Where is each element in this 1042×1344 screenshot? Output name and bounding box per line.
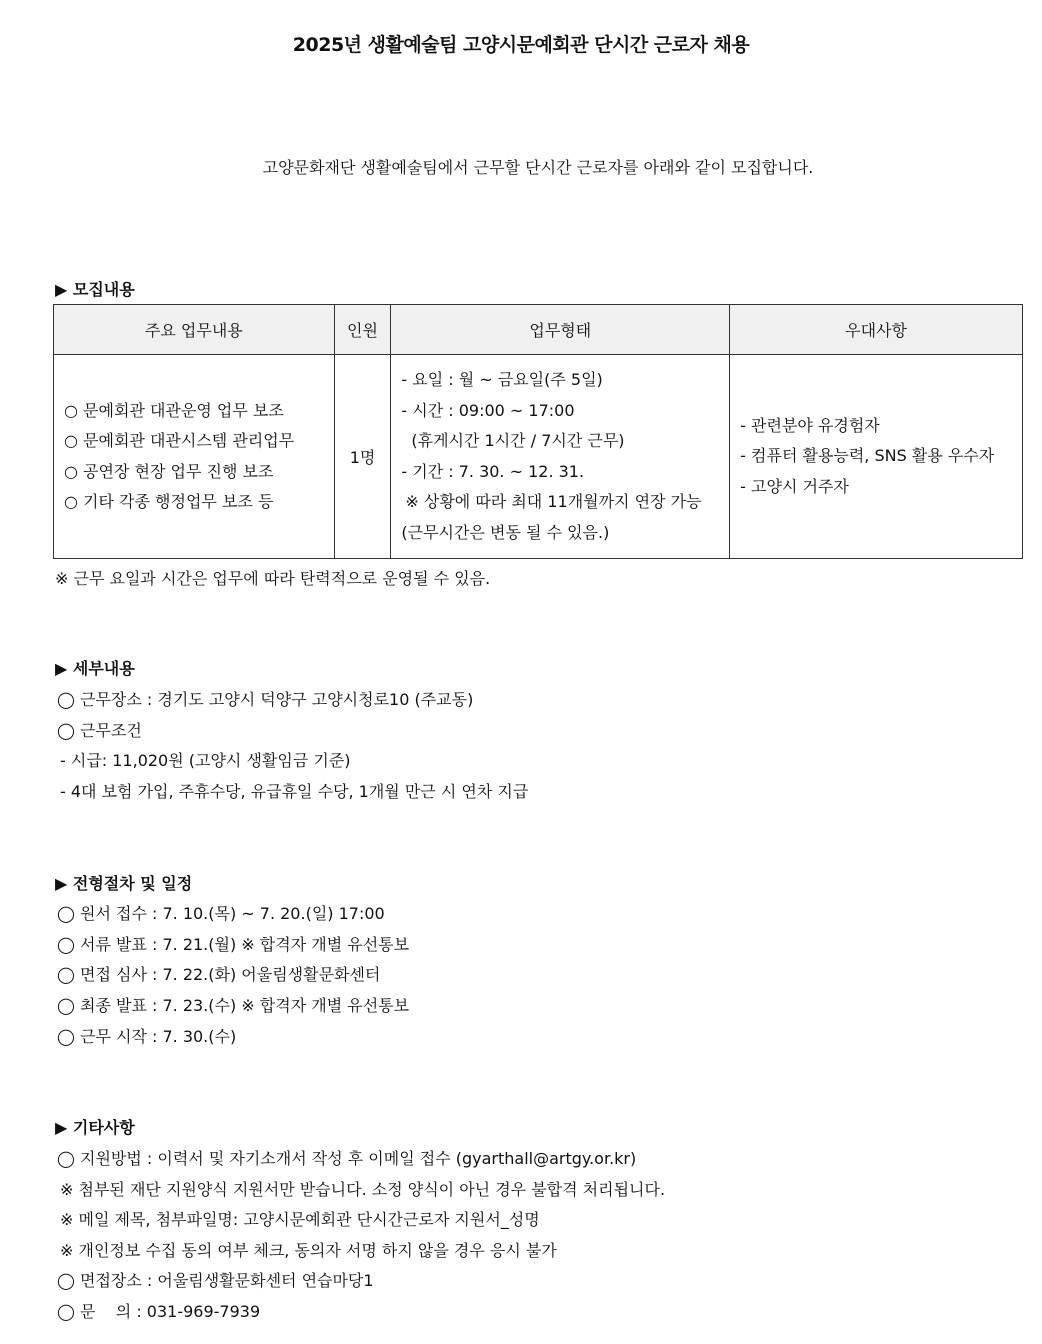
work-type-item: - 요일 : 월 ~ 금요일(주 5일): [401, 370, 603, 389]
preference-item: - 컴퓨터 활용능력, SNS 활용 우수자: [740, 446, 995, 466]
duty-item: ○ 문예회관 대관시스템 관리업무: [64, 431, 295, 450]
header-duties: 주요 업무내용: [54, 305, 335, 355]
header-work-type: 업무형태: [391, 305, 730, 355]
others-line: ◯ 면접장소 : 어울림생활문화센터 연습마당1: [57, 1271, 374, 1290]
page-title: 2025년 생활예술팀 고양시문예회관 단시간 근로자 채용: [292, 34, 750, 56]
work-type-item: ※ 상황에 따라 최대 11개월까지 연장 가능: [405, 492, 702, 511]
work-type-item: - 시간 : 09:00 ~ 17:00: [401, 400, 575, 420]
recruit-table: [53, 304, 1023, 559]
others-line: ※ 개인정보 수집 동의 여부 체크, 동의자 서명 하지 않을 경우 응시 불가: [60, 1241, 557, 1260]
table-header-row: [54, 305, 1023, 355]
intro-text: 고양문화재단 생활예술팀에서 근무할 단시간 근로자를 아래와 같이 모집합니다.: [262, 158, 814, 177]
others-line: ◯ 문 의 : 031-969-7939: [57, 1302, 261, 1321]
duty-item: ○ 공연장 현장 업무 진행 보조: [64, 461, 274, 481]
process-heading: ▶ 전형절차 및 일정: [55, 874, 193, 893]
details-heading: ▶ 세부내용: [55, 659, 135, 678]
preferences-cell: [730, 355, 1023, 559]
preference-item: - 고양시 거주자: [740, 476, 849, 496]
details-line: - 시급: 11,020원 (고양시 생활임금 기준): [60, 751, 351, 770]
process-line: ◯ 최종 발표 : 7. 23.(수) ※ 합격자 개별 유선통보: [57, 996, 410, 1015]
details-line: - 4대 보험 가입, 주휴수당, 유급휴일 수당, 1개월 만근 시 연차 지급: [60, 782, 529, 801]
process-line: ◯ 근무 시작 : 7. 30.(수): [57, 1027, 237, 1046]
work-type-item: - 기간 : 7. 30. ~ 12. 31.: [401, 461, 585, 481]
headcount-cell: 1명: [334, 355, 391, 559]
recruit-heading: ▶ 모집내용: [55, 280, 135, 299]
details-line: ◯ 근무장소 : 경기도 고양시 덕양구 고양시청로10 (주교동): [57, 690, 474, 709]
details-line: ◯ 근무조건: [57, 721, 142, 740]
table-row: [54, 355, 1023, 559]
recruit-note: ※ 근무 요일과 시간은 업무에 따라 탄력적으로 운영될 수 있음.: [55, 569, 491, 588]
others-line: ※ 첨부된 재단 지원양식 지원서만 받습니다. 소정 양식이 아닌 경우 불합격 처리됩니다.: [60, 1180, 666, 1199]
process-line: ◯ 면접 심사 : 7. 22.(화) 어울림생활문화센터: [57, 965, 381, 984]
process-line: ◯ 원서 접수 : 7. 10.(목) ~ 7. 20.(일) 17:00: [57, 904, 385, 923]
header-headcount: 인원: [334, 305, 391, 355]
work-type-item: (휴게시간 1시간 / 7시간 근무): [411, 431, 625, 450]
others-heading: ▶ 기타사항: [55, 1118, 135, 1137]
duty-item: ○ 기타 각종 행정업무 보조 등: [64, 492, 274, 511]
others-line: ※ 메일 제목, 첨부파일명: 고양시문예회관 단시간근로자 지원서_성명: [60, 1210, 540, 1229]
work-type-item: (근무시간은 변동 될 수 있음.): [401, 522, 610, 542]
header-preferences: 우대사항: [730, 305, 1023, 355]
others-line: ◯ 지원방법 : 이력서 및 자기소개서 작성 후 이메일 접수 (gyarthall@artgy.or.kr): [57, 1149, 637, 1168]
duty-item: ○ 문예회관 대관운영 업무 보조: [64, 400, 284, 420]
work-type-cell: [391, 355, 730, 559]
process-line: ◯ 서류 발표 : 7. 21.(월) ※ 합격자 개별 유선통보: [57, 935, 410, 954]
preference-item: - 관련분야 유경험자: [740, 415, 880, 435]
duties-cell: [54, 355, 335, 559]
